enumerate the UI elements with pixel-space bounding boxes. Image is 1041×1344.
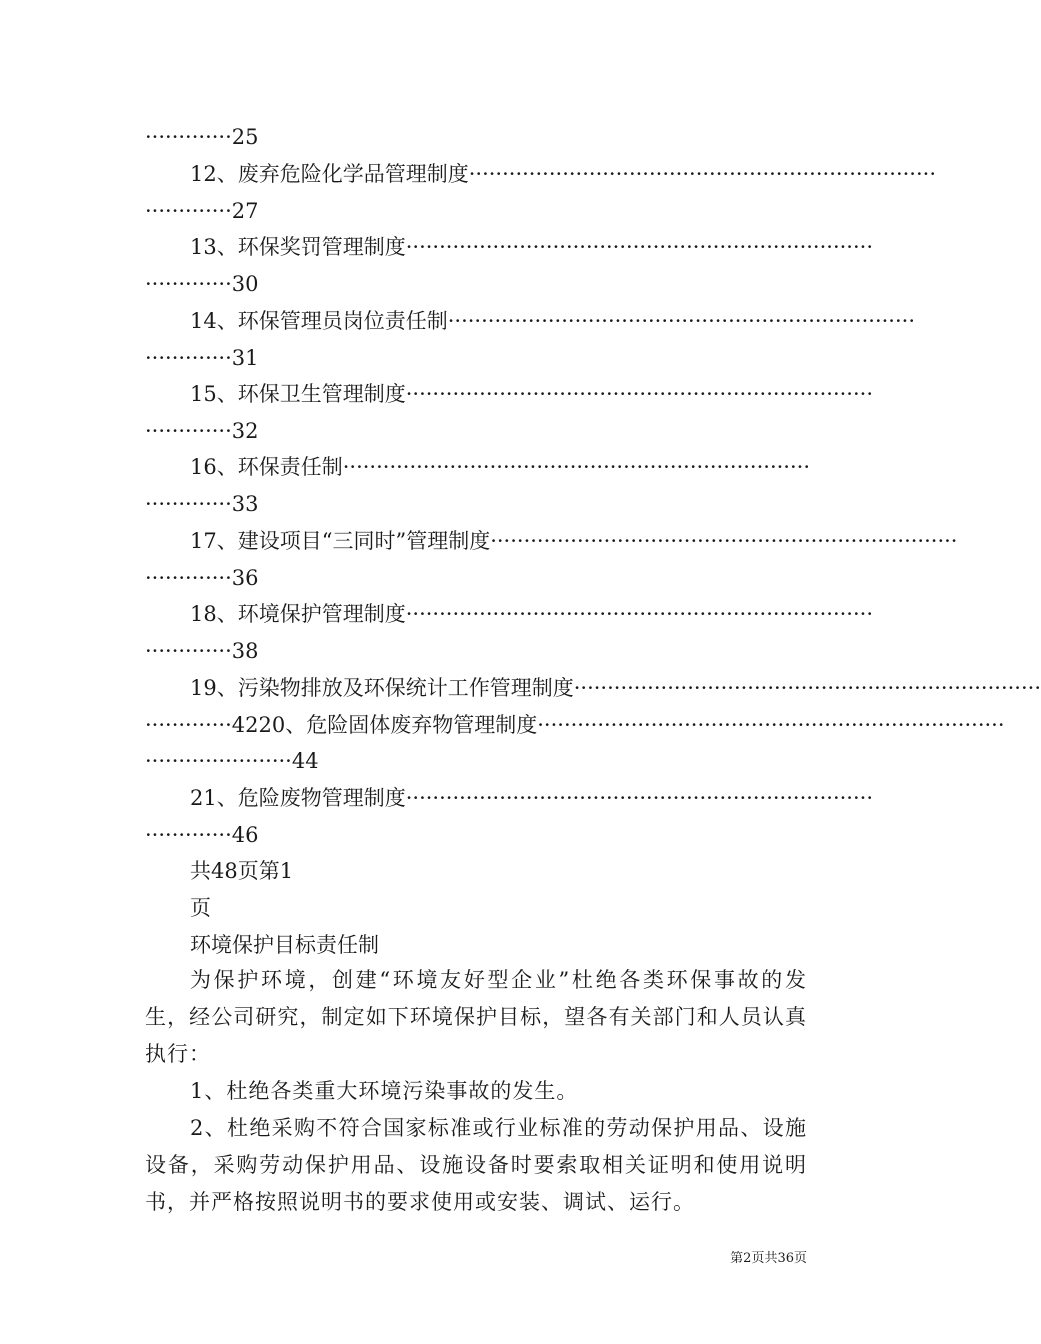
toc-page-number: 46 — [231, 823, 259, 847]
toc-continuation-line — [145, 120, 807, 154]
toc-entry — [190, 450, 811, 484]
toc-leader-dots: ············· — [145, 566, 232, 590]
toc-entry-page-line — [145, 818, 807, 852]
toc-leader-dots: ······································································ — [405, 786, 874, 810]
toc-leader-dots: ············· — [145, 639, 232, 663]
toc-entry — [190, 671, 1041, 705]
toc-entry-page-line — [145, 561, 807, 595]
toc-leader-dots: ············· — [145, 272, 232, 296]
toc-page-number: 42 — [231, 713, 259, 737]
toc-leader-dots: ······································································ — [490, 529, 958, 553]
toc-entry — [190, 304, 916, 338]
toc-page-number: 30 — [231, 272, 259, 296]
toc-entry-label: 21、危险废物管理制度 — [190, 786, 406, 810]
toc-entry-page-line — [145, 414, 807, 448]
toc-entry — [145, 708, 1005, 742]
toc-leader-dots: ······································································ — [405, 235, 874, 259]
toc-entry-page-line — [145, 487, 807, 521]
toc-page-number: 38 — [231, 639, 259, 663]
toc-leader-dots: ············· — [145, 346, 232, 370]
toc-entry-label: 12、废弃危险化学品管理制度 — [190, 162, 469, 186]
toc-entry-page-line — [145, 194, 807, 228]
toc-entry-label: 14、环保管理员岗位责任制 — [190, 309, 448, 333]
toc-entry-page-line — [145, 634, 807, 668]
goal-item-2: 2、杜绝采购不符合国家标准或行业标准的劳动保护用品、设施设备，采购劳动保护用品、设施设备时要索取相关证明和使用说明书，并严格按照说明书的要求使用或安装、调试、运行。 — [145, 1116, 807, 1214]
intro-paragraph: 为保护环境，创建“环境友好型企业”杜绝各类环保事故的发生，经公司研究，制定如下环境保护目标，望各有关部门和人员认真执行： — [145, 968, 807, 1066]
toc-entry-page-line — [145, 267, 807, 301]
toc-entry — [190, 377, 874, 411]
toc-leader-dots: ······································································ — [468, 162, 937, 186]
page-footer: 第2页共36页 — [730, 1251, 807, 1266]
toc-entry-label: 16、环保责任制 — [190, 455, 343, 479]
toc-leader-dots: ············· — [145, 823, 232, 847]
page-marker-line2: 页 — [190, 896, 211, 920]
toc-page-number: 32 — [231, 419, 259, 443]
goal-item-1: 1、杜绝各类重大环境污染事故的发生。 — [190, 1079, 579, 1103]
toc-entry-label: 18、环境保护管理制度 — [190, 602, 406, 626]
toc-leader-dots: ············· — [145, 492, 232, 516]
toc-page-number: 25 — [231, 125, 259, 149]
toc-entry — [190, 781, 874, 815]
toc-entry — [190, 157, 937, 191]
toc-page-number: 36 — [231, 566, 259, 590]
toc-leader-dots: ············· — [145, 713, 232, 737]
toc-page-number: 44 — [291, 749, 319, 773]
toc-leader-dots: ······································································ — [573, 676, 1041, 700]
toc-entry — [190, 524, 958, 558]
toc-leader-dots: ············· — [145, 199, 232, 223]
toc-entry-label: 13、环保奖罚管理制度 — [190, 235, 406, 259]
toc-entry-label: 17、建设项目“三同时”管理制度 — [190, 529, 491, 553]
toc-entry — [190, 230, 874, 264]
toc-leader-dots: ······································································ — [405, 602, 874, 626]
toc-entry-label: 15、环保卫生管理制度 — [190, 382, 406, 406]
toc-leader-dots: ······································································ — [405, 382, 874, 406]
toc-page-number: 31 — [231, 346, 259, 370]
page-marker-line1: 共48页第1 — [190, 859, 294, 883]
toc-entry — [190, 597, 874, 631]
toc-leader-dots: ······················ — [145, 749, 292, 773]
toc-entry-page-line — [145, 341, 807, 375]
toc-leader-dots: ······································································ — [537, 713, 1005, 737]
toc-leader-dots: ······································································ — [342, 455, 811, 479]
toc-entry-label: 20、危险固体废弃物管理制度 — [258, 713, 538, 737]
toc-entry-page-line — [145, 744, 807, 778]
toc-page-number: 27 — [231, 199, 259, 223]
toc-leader-dots: ······································································ — [447, 309, 916, 333]
toc-entry-label: 19、污染物排放及环保统计工作管理制度 — [190, 676, 574, 700]
toc-leader-dots: ············· — [145, 419, 232, 443]
toc-leader-dots: ············· — [145, 125, 232, 149]
section-title: 环境保护目标责任制 — [190, 933, 379, 957]
toc-page-number: 33 — [231, 492, 259, 516]
